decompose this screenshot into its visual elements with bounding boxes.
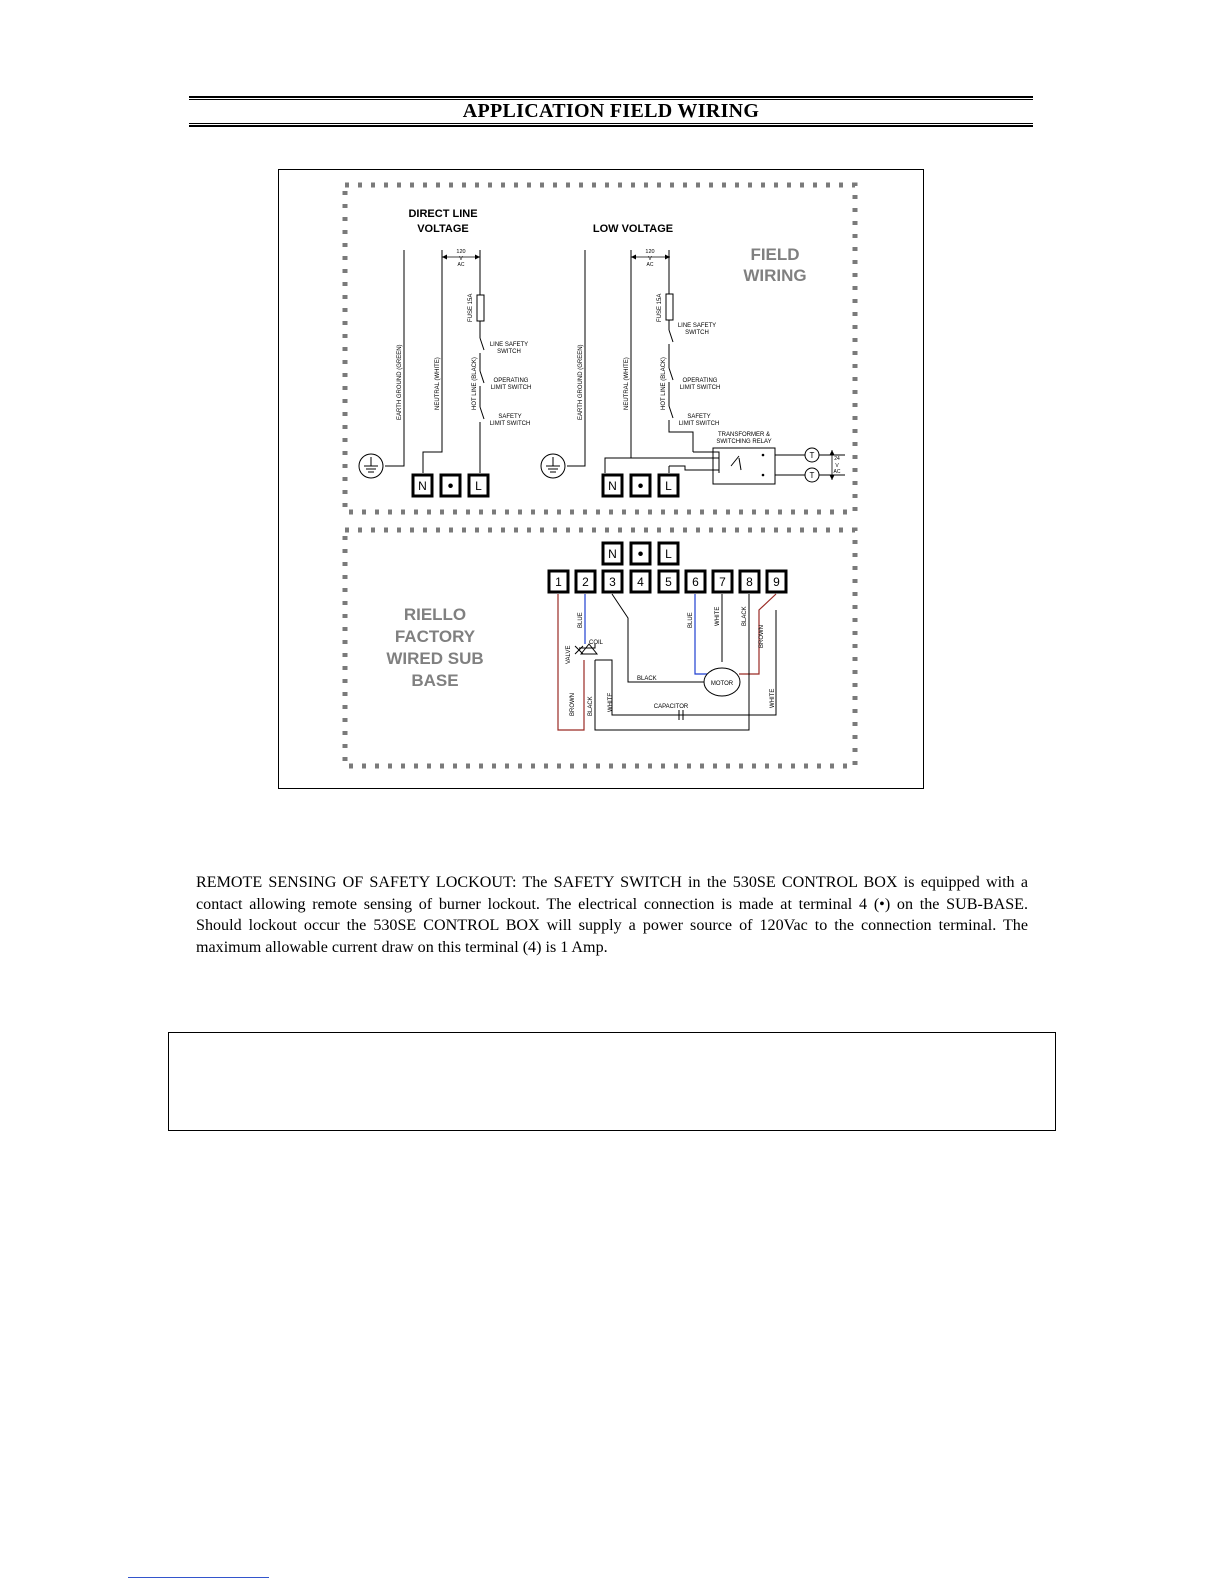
direct-terminal-n: N [418, 479, 427, 493]
low-fuse [666, 294, 673, 320]
label-black-3: BLACK [637, 676, 657, 682]
direct-earth-label: EARTH GROUND (GREEN) [397, 344, 403, 420]
direct-voltage-ac: AC [457, 262, 465, 268]
subbase-top-l: L [665, 547, 672, 561]
low-voltage-ac: AC [646, 262, 654, 268]
relay-label-1: TRANSFORMER & [717, 432, 771, 438]
direct-hot-label: HOT LINE (BLACK) [472, 357, 478, 410]
subbase-label-line-4: BASE [411, 671, 459, 690]
low-fuse-label: FUSE 15A [657, 293, 663, 322]
relay-label-2: SWITCHING RELAY [716, 439, 772, 445]
direct-line-voltage-circuit [359, 208, 531, 496]
direct-title-line-2: VOLTAGE [417, 223, 469, 235]
subbase-terminal-1: 1 [555, 575, 562, 589]
direct-terminal-dot: • [447, 478, 454, 495]
remote-sensing-paragraph: REMOTE SENSING OF SAFETY LOCKOUT: The SAFETY SWITCH in the 530SE CONTROL BOX is equipped with a contact allowing remote sensing of burner lockout. The electrical connection is made at terminal 4 (•) on the SUB-BASE. Should lockout occur the 530SE CONTROL BOX will supply a power source of 120Vac to the connection terminal. The maximum allowable current draw on this terminal (4) is 1 Amp. [196, 874, 1028, 956]
subbase-label-line-1: RIELLO [403, 605, 467, 624]
direct-voltage-120: 120 [456, 249, 466, 255]
blue-wire-6 [695, 594, 711, 674]
header-rule-top [189, 96, 1033, 98]
header-rule-bottom [189, 125, 1033, 127]
label-valve: VALVE [566, 645, 572, 664]
label-capacitor: CAPACITOR [653, 704, 689, 710]
direct-operating-1: OPERATING [493, 378, 529, 384]
label-blue-6: BLUE [688, 612, 694, 628]
low-24-v: V [835, 463, 839, 469]
subbase-label-line-2: FACTORY [394, 627, 476, 646]
low-terminal-dot: • [637, 478, 644, 495]
low-operating-2: LIMIT SWITCH [679, 385, 721, 391]
subbase-top-n: N [608, 547, 617, 561]
low-terminal-l: L [665, 479, 672, 493]
subbase-label-line-3: WIRED SUB [386, 649, 484, 668]
subbase-terminal-3: 3 [609, 575, 616, 589]
low-operating-1: OPERATING [682, 378, 718, 384]
field-label-line-2: WIRING [743, 266, 807, 285]
label-coil: COIL [589, 640, 604, 646]
label-brown-9: BROWN [759, 625, 765, 648]
subbase-terminal-8: 8 [746, 575, 753, 589]
subbase-circuit [549, 543, 786, 730]
low-title: LOW VOLTAGE [592, 223, 674, 235]
low-24: 24 [834, 456, 840, 462]
direct-safety-limit-1: SAFETY [498, 414, 522, 420]
wiring-diagram [278, 169, 924, 789]
direct-ground-icon [359, 454, 383, 478]
subbase-terminal-2: 2 [582, 575, 589, 589]
low-hot-label: HOT LINE (BLACK) [661, 357, 667, 410]
wiring-diagram-svg [279, 170, 925, 790]
subbase-terminal-9: 9 [773, 575, 780, 589]
low-24-ac: AC [833, 469, 841, 475]
label-white-7: WHITE [715, 606, 721, 626]
low-neutral-label: NEUTRAL (WHITE) [624, 357, 630, 410]
low-voltage-120: 120 [645, 249, 655, 255]
footer-link-underline[interactable] [128, 1577, 269, 1578]
label-white-9: WHITE [770, 688, 776, 708]
empty-note-box [168, 1032, 1056, 1131]
subbase-terminal-6: 6 [692, 575, 699, 589]
direct-neutral-label: NEUTRAL (WHITE) [435, 357, 441, 410]
low-line-safety-2: SWITCH [685, 330, 709, 336]
label-blue-2: BLUE [578, 612, 584, 628]
field-label-line-1: FIELD [750, 245, 800, 264]
direct-line-safety-1: LINE SAFETY [489, 342, 529, 348]
direct-fuse-label: FUSE 15A [468, 293, 474, 322]
low-line-safety-1: LINE SAFETY [677, 323, 717, 329]
direct-terminal-l: L [475, 479, 482, 493]
direct-line-safety-2: SWITCH [497, 349, 521, 355]
thermostat-1-label: T [809, 451, 815, 460]
subbase-terminal-5: 5 [665, 575, 672, 589]
low-safety-limit-2: LIMIT SWITCH [678, 421, 720, 427]
label-brown-1: BROWN [570, 693, 576, 716]
direct-title-line-1: DIRECT LINE [408, 208, 478, 220]
direct-safety-limit-2: LIMIT SWITCH [489, 421, 531, 427]
transformer-relay-box [713, 448, 775, 484]
low-voltage-v: V [648, 256, 652, 262]
direct-voltage-v: V [459, 256, 463, 262]
subbase-top-dot: • [637, 546, 644, 563]
low-safety-limit-1: SAFETY [687, 414, 711, 420]
subbase-terminal-7: 7 [719, 575, 726, 589]
direct-fuse [477, 295, 484, 321]
label-white-2: WHITE [608, 692, 614, 712]
page-title: APPLICATION FIELD WIRING [462, 100, 760, 122]
brown-wire-9 [739, 594, 776, 674]
low-terminal-n: N [608, 479, 617, 493]
subbase-terminal-4: 4 [637, 575, 644, 589]
label-motor: MOTOR [710, 681, 734, 687]
low-ground-icon [541, 454, 565, 478]
label-black-8: BLACK [742, 606, 748, 626]
header-rule-bottom-thin [189, 123, 1033, 124]
label-black-2: BLACK [588, 696, 594, 716]
thermostat-2-label: T [809, 471, 815, 480]
low-earth-label: EARTH GROUND (GREEN) [578, 344, 584, 420]
direct-operating-2: LIMIT SWITCH [490, 385, 532, 391]
